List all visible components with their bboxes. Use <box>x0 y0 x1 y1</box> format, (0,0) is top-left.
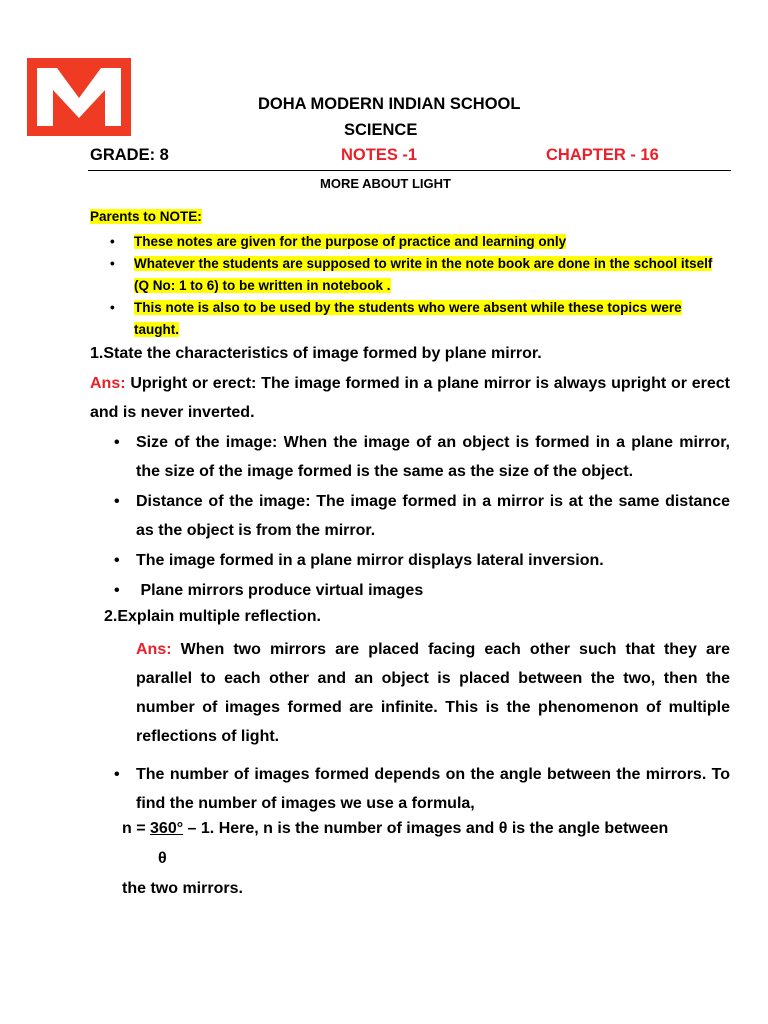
school-name: DOHA MODERN INDIAN SCHOOL <box>258 95 521 113</box>
formula-line: n = 360° – 1. Here, n is the number of images and θ is the angle between <box>122 820 669 837</box>
answer-2: Ans: When two mirrors are placed facing each other such that they are parallel to each other and an object is placed between the two, then the number of images formed are infinite. This is the phenomenon of multiple reflections of light. <box>136 641 730 745</box>
notes-label: NOTES -1 <box>341 146 418 164</box>
list-item: • This note is also to be used by the students who were absent while these topics were taught. <box>110 297 730 341</box>
answer-1-bullets <box>112 428 730 606</box>
list-item: • Plane mirrors produce virtual images <box>112 576 730 605</box>
ans-label: Ans: <box>136 641 172 658</box>
answer-1: Ans: Upright or erect: The image formed in a plane mirror is always upright or erect and is never inverted. <box>90 375 730 421</box>
header-divider <box>88 170 731 171</box>
parents-note-list <box>110 231 730 341</box>
ans-label: Ans: <box>90 375 126 392</box>
formula-end: the two mirrors. <box>122 880 243 897</box>
answer-2-bullets <box>112 760 730 818</box>
topic-title: MORE ABOUT LIGHT <box>320 176 451 191</box>
question-1: 1.State the characteristics of image formed by plane mirror. <box>90 345 542 362</box>
grade-label: GRADE: 8 <box>90 146 169 164</box>
subject-title: SCIENCE <box>344 121 418 139</box>
question-2: 2.Explain multiple reflection. <box>104 608 321 625</box>
school-logo <box>27 58 131 136</box>
list-item: • Size of the image: When the image of an object is formed in a plane mirror, the size of the image formed is the same as the size of the object. <box>112 428 730 486</box>
list-item: • These notes are given for the purpose of practice and learning only <box>110 231 730 253</box>
list-item: • The image formed in a plane mirror displays lateral inversion. <box>112 546 730 575</box>
chapter-label: CHAPTER - 16 <box>546 146 659 164</box>
parents-note-title: Parents to NOTE: <box>90 209 202 224</box>
formula-denominator: θ <box>158 850 167 867</box>
list-item: • Distance of the image: The image formed in a mirror is at the same distance as the object is from the mirror. <box>112 487 730 545</box>
list-item: • Whatever the students are supposed to write in the note book are done in the school itself (Q No: 1 to 6) to be written in notebook . <box>110 253 730 297</box>
list-item: • The number of images formed depends on the angle between the mirrors. To find the number of images we use a formula, <box>112 760 730 818</box>
formula-numerator: 360° <box>150 820 184 837</box>
